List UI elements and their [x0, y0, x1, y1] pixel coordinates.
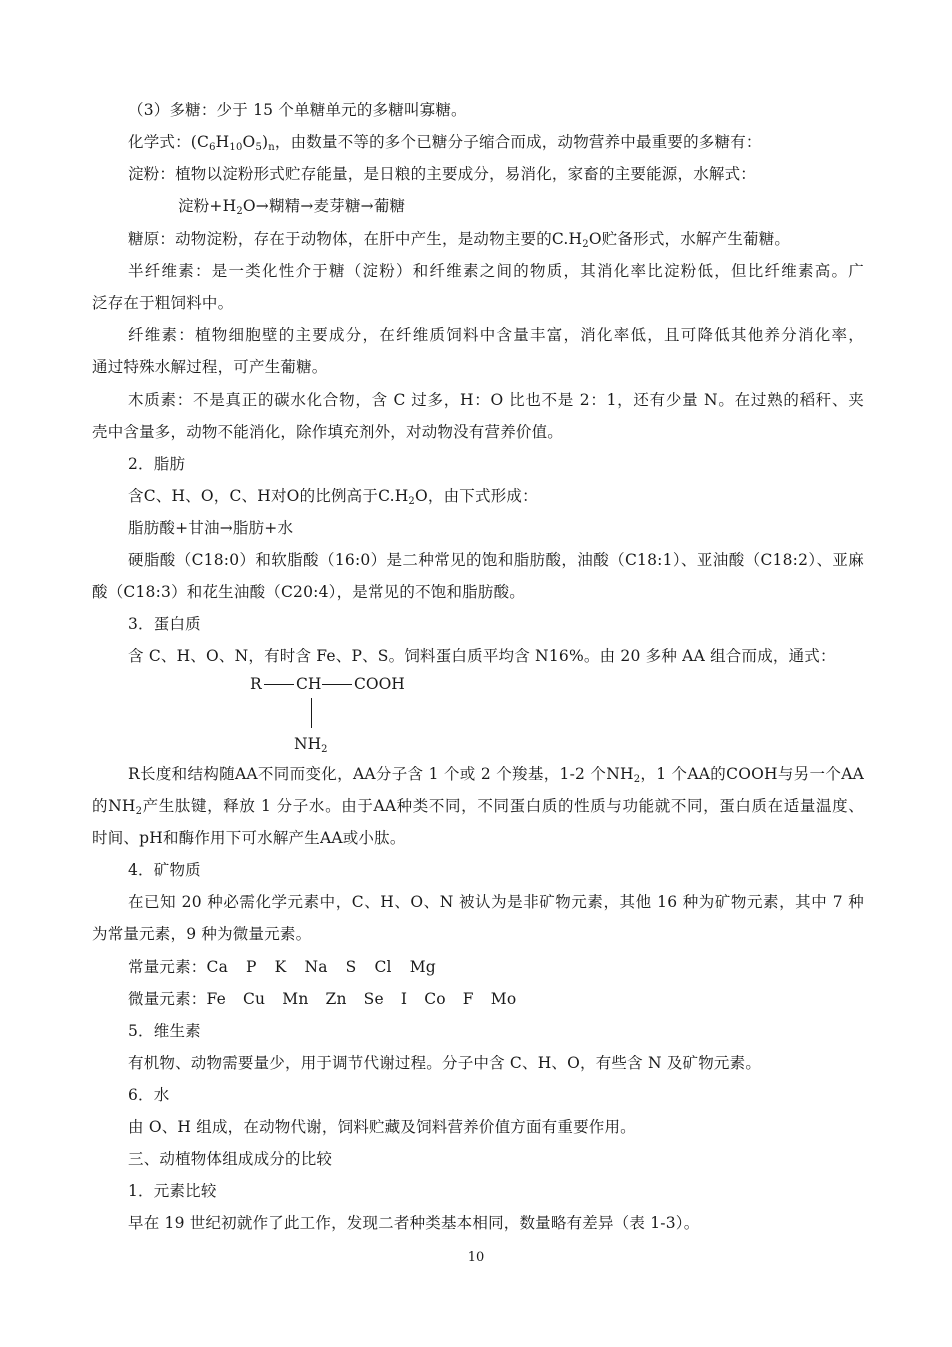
section-heading: 5．维生素: [128, 1022, 201, 1040]
trace-elements-line: [128, 989, 533, 1009]
element-symbol: Na: [304, 958, 328, 976]
subscript: 2: [633, 774, 641, 785]
element-symbol: F: [462, 990, 474, 1008]
text-line: （3）多糖：少于 15 个单糖单元的多糖叫寡糖。: [128, 101, 467, 119]
formula-ch: CH: [296, 675, 322, 693]
text-line: 早在 19 世纪初就作了此工作，发现二者种类基本相同，数量略有差异（表 1-3）。: [128, 1214, 700, 1232]
text-line: 半纤维素：是一类化性介于糖（淀粉）和纤维素之间的物质，其消化率比淀粉低，但比纤维素高。广: [128, 262, 864, 280]
formula-nh2: [294, 734, 327, 754]
subscript: 2: [236, 206, 243, 217]
text-run: O: [242, 133, 256, 151]
section-heading: 2．脂肪: [128, 455, 186, 473]
element-symbol: Se: [363, 990, 384, 1008]
element-symbol: Mo: [490, 990, 517, 1008]
bond: [322, 684, 352, 685]
text-line: 有机物、动物需要量少，用于调节代谢过程。分子中含 C、H、O，有些含 N 及矿物元素。: [128, 1054, 762, 1072]
bond: [311, 698, 312, 728]
element-symbol: P: [246, 958, 257, 976]
element-symbol: Mg: [409, 958, 436, 976]
text-line: 硬脂酸（C18:0）和软脂酸（16:0）是二种常见的饱和脂肪酸，油酸（C18:1）、亚油酸（C18:2）、亚麻: [128, 551, 864, 569]
text-run: 产生肽键，释放 1 分子水。由于AA种类不同，不同蛋白质的性质与功能就不同，蛋白质在适量温度、: [142, 797, 864, 815]
element-symbol: Ca: [206, 958, 229, 976]
text-line: [128, 132, 762, 152]
element-symbol: Cl: [374, 958, 392, 976]
text-run: 糖原：动物淀粉，存在于动物体，在肝中产生，是动物主要的C.H: [128, 230, 583, 248]
subscript: n: [268, 142, 275, 153]
element-symbol: Cu: [243, 990, 266, 1008]
section-heading: 1．元素比较: [128, 1182, 217, 1200]
major-elements-label: 常量元素：: [128, 958, 207, 976]
subscript: 6: [209, 142, 216, 153]
text-line: 木质素：不是真正的碳水化合物，含 C 过多，H：O 比也不是 2：1，还有少量 N。在过熟的稻秆、夹: [128, 391, 864, 409]
element-symbol: K: [274, 958, 287, 976]
text-line: 为常量元素，9 种为微量元素。: [92, 925, 312, 943]
text-run: ): [262, 133, 269, 151]
text-run: R长度和结构随AA不同而变化，AA分子含 1 个或 2 个羧基，1-2 个NH: [128, 765, 634, 783]
bond: [264, 684, 294, 685]
text-line: 淀粉：植物以淀粉形式贮存能量，是日粮的主要成分，易消化，家畜的主要能源，水解式：: [128, 165, 757, 183]
trace-elements-label: 微量元素：: [128, 990, 207, 1008]
section-heading: 6．水: [128, 1086, 170, 1104]
formula-r: R: [250, 675, 262, 693]
text-line: 壳中含量多，动物不能消化，除作填充剂外，对动物没有营养价值。: [92, 423, 564, 441]
text-line: [128, 486, 538, 506]
text-run: NH: [294, 735, 322, 753]
element-symbol: Mn: [282, 990, 309, 1008]
section-heading: 3．蛋白质: [128, 615, 201, 633]
subscript: 2: [408, 496, 415, 507]
text-run: 含C、H、O，C、H对O的比例高于C.H: [128, 487, 409, 505]
element-symbol: S: [345, 958, 357, 976]
subscript: 10: [229, 142, 243, 153]
text-line: [92, 796, 864, 816]
text-line: 泛存在于粗饲料中。: [92, 294, 234, 312]
subscript: 2: [582, 239, 589, 250]
text-line: 含 C、H、O、N，有时含 Fe、P、S。饲料蛋白质平均含 N16%。由 20 多种 AA 组合而成，通式：: [128, 647, 836, 665]
element-symbol: Zn: [325, 990, 347, 1008]
text-line: [128, 764, 864, 784]
text-line: [178, 196, 405, 216]
text-run: H: [215, 133, 230, 151]
text-line: 时间、pH和酶作用下可水解产生AA或小肽。: [92, 829, 406, 847]
subscript: 5: [255, 142, 262, 153]
subscript: 2: [135, 806, 143, 817]
text-run: 的NH: [92, 797, 136, 815]
major-elements-line: [128, 957, 454, 977]
element-symbol: Co: [424, 990, 446, 1008]
page-number: 10: [467, 1250, 485, 1265]
text-line: 酸（C18:3）和花生油酸（C20:4），是常见的不饱和脂肪酸。: [92, 583, 525, 601]
text-line: 纤维素：植物细胞壁的主要成分，在纤维质饲料中含量丰富，消化率低，且可降低其他养分消化率，: [128, 326, 864, 344]
element-symbol: Fe: [206, 990, 226, 1008]
text-line: [128, 229, 790, 249]
text-line: 脂肪酸+甘油→脂肪+水: [128, 519, 294, 537]
text-run: ，1 个AA的COOH与另一个AA: [640, 765, 864, 783]
text-line: 通过特殊水解过程，可产生葡糖。: [92, 358, 328, 376]
text-run: O，由下式形成：: [414, 487, 538, 505]
text-line: 由 O、H 组成，在动物代谢，饲料贮藏及饲料营养价值方面有重要作用。: [128, 1118, 636, 1136]
amino-acid-formula: [250, 674, 450, 754]
text-run: 化学式：(C: [128, 133, 210, 151]
text-run: O→糊精→麦芽糖→葡糖: [242, 197, 406, 215]
formula-cooh: COOH: [354, 675, 405, 693]
text-run: ，由数量不等的多个已糖分子缩合而成，动物营养中最重要的多糖有：: [274, 133, 762, 151]
subscript: 2: [321, 744, 328, 755]
element-symbol: I: [400, 990, 408, 1008]
section-heading: 4．矿物质: [128, 861, 201, 879]
text-line: 在已知 20 种必需化学元素中，C、H、O、N 被认为是非矿物元素，其他 16 种为矿物元素，其中 7 种: [128, 893, 864, 911]
section-heading: 三、动植物体组成成分的比较: [128, 1150, 333, 1168]
text-run: O贮备形式，水解产生葡糖。: [588, 230, 791, 248]
text-run: 淀粉+H: [178, 197, 237, 215]
